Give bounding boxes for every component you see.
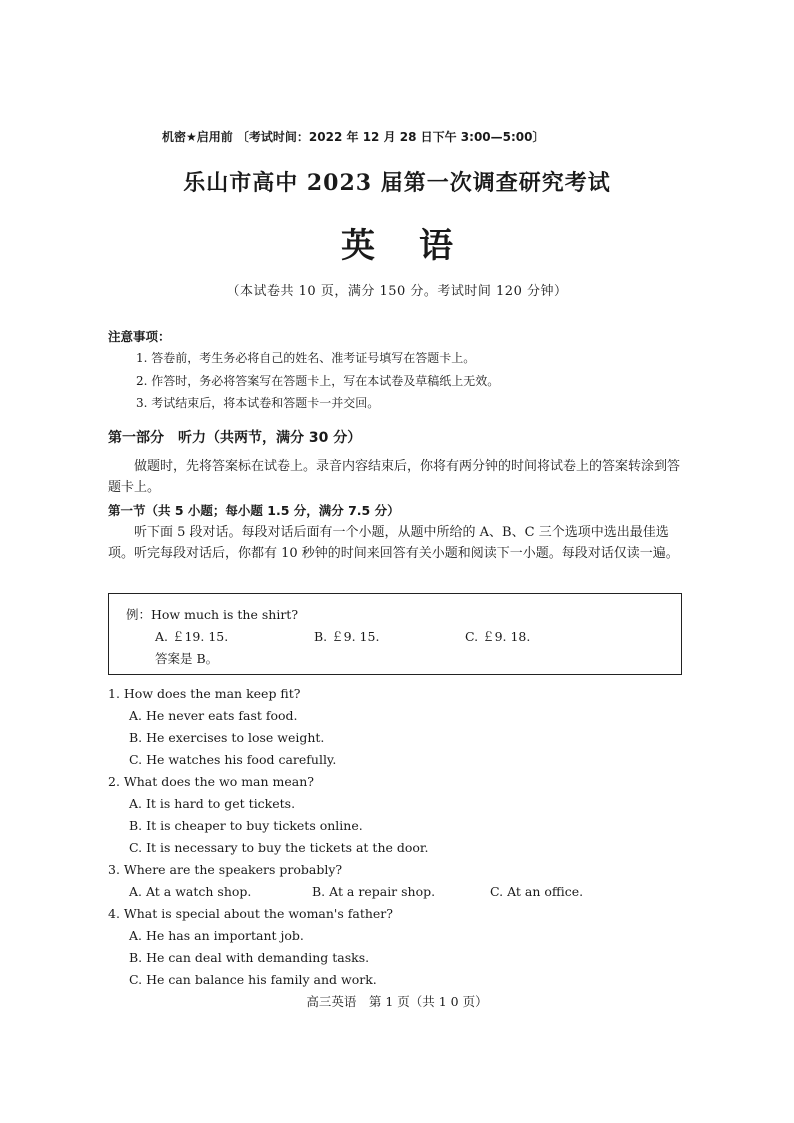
note-item: 1. 答卷前，考生务必将自己的姓名、准考证号填写在答题卡上。 — [136, 351, 476, 365]
question-stem: 1. How does the man keep fit? — [108, 686, 301, 701]
question-option: C. It is necessary to buy the tickets at the door. — [129, 840, 429, 855]
note-item: 2. 作答时，务必将答案写在答题卡上，写在本试卷及草稿纸上无效。 — [136, 374, 500, 388]
part1-title: 第一部分 听力（共两节，满分 30 分） — [108, 430, 362, 446]
note-item: 3. 考试结束后，将本试卷和答题卡一并交回。 — [136, 396, 380, 410]
question-option: A. He never eats fast food. — [129, 708, 298, 723]
subject-title: 英语 — [341, 226, 497, 266]
page-footer: 高三英语 第 1 页（共 1 0 页） — [306, 994, 488, 1009]
question-option: B. He can deal with demanding tasks. — [129, 950, 370, 965]
question-stem: 2. What does the wo man mean? — [108, 774, 314, 789]
question-option: C. At an office. — [490, 884, 584, 899]
question-option: B. It is cheaper to buy tickets online. — [129, 818, 363, 833]
confidential-line: 机密★启用前 〔考试时间：2022 年 12 月 28 日下午 3:00—5:00〕 — [162, 130, 545, 144]
part1-instruction: 做题时，先将答案标在试卷上。录音内容结束后，你将有两分钟的时间将试卷上的答案转涂到答题卡上。 — [108, 459, 681, 495]
example-answer: 答案是 B。 — [155, 651, 219, 666]
section1-title: 第一节（共 5 小题；每小题 1.5 分，满分 7.5 分） — [108, 503, 400, 518]
question-option: B. At a repair shop. — [312, 884, 436, 899]
exam-info: （本试卷共 10 页，满分 150 分。考试时间 120 分钟） — [226, 284, 568, 299]
question-option: A. It is hard to get tickets. — [129, 796, 296, 811]
question-stem: 3. Where are the speakers probably? — [108, 862, 343, 877]
example-option-c: C. ￡9. 18. — [465, 629, 531, 644]
question-option: A. At a watch shop. — [129, 884, 252, 899]
example-option-a: A. ￡19. 15. — [155, 629, 229, 644]
question-option: B. He exercises to lose weight. — [129, 730, 325, 745]
question-stem: 4. What is special about the woman's father? — [108, 906, 393, 921]
exam-title: 乐山市高中 2023 届第一次调查研究考试 — [183, 170, 611, 196]
example-question: 例：How much is the shirt? — [126, 607, 299, 622]
question-option: C. He watches his food carefully. — [129, 752, 337, 767]
question-option: A. He has an important job. — [129, 928, 304, 943]
example-option-b: B. ￡9. 15. — [314, 629, 380, 644]
question-option: C. He can balance his family and work. — [129, 972, 377, 987]
notes-title: 注意事项： — [108, 329, 171, 344]
section1-instruction: 听下面 5 段对话。每段对话后面有一个小题，从题中所给的 A、B、C 三个选项中选出最佳选项。听完每段对话后，你都有 10 秒钟的时间来回答有关小题和阅读下一小题。每段对话仅读一遍。 — [108, 525, 679, 561]
